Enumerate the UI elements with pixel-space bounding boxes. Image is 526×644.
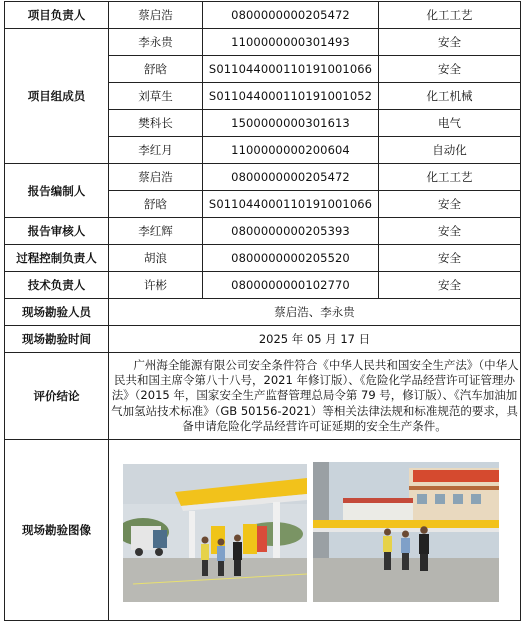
site-time-label: 现场勘验时间 xyxy=(5,326,109,353)
report-writers-label: 报告编制人 xyxy=(5,164,109,218)
person-name: 李红月 xyxy=(109,137,203,164)
row-report-reviewer xyxy=(5,218,521,245)
gas-station-canopy-photo xyxy=(123,464,307,602)
site-photo-building xyxy=(313,462,499,602)
station-building-photo xyxy=(313,462,499,602)
person-name: 舒晗 xyxy=(109,56,203,83)
cert-number: S011044000110191001066 xyxy=(203,56,379,83)
site-photo-canopy xyxy=(123,464,307,602)
site-inspectors-value: 蔡启浩、李永贵 xyxy=(109,299,521,326)
cert-number: 1100000000301493 xyxy=(203,29,379,56)
cert-number: 0800000000205520 xyxy=(203,245,379,272)
cert-number: 0800000000205393 xyxy=(203,218,379,245)
row-technical-lead xyxy=(5,272,521,299)
cert-number: S011044000110191001052 xyxy=(203,83,379,110)
cert-number: 1100000000200604 xyxy=(203,137,379,164)
major: 化工工艺 xyxy=(379,2,521,29)
cert-number: S011044000110191001066 xyxy=(203,191,379,218)
report-reviewer-label: 报告审核人 xyxy=(5,218,109,245)
personnel-table xyxy=(4,1,521,621)
site-images-label: 现场勘验图像 xyxy=(5,440,109,621)
row-process-control xyxy=(5,245,521,272)
row-project-leader xyxy=(5,2,521,29)
members-label: 项目组成员 xyxy=(5,29,109,164)
row-member xyxy=(5,29,521,56)
person-name: 李永贵 xyxy=(109,29,203,56)
cert-number: 0800000000205472 xyxy=(203,164,379,191)
cert-number: 0800000000205472 xyxy=(203,2,379,29)
site-inspectors-label: 现场勘验人员 xyxy=(5,299,109,326)
major: 化工工艺 xyxy=(379,164,521,191)
project-leader-label: 项目负责人 xyxy=(5,2,109,29)
technical-lead-label: 技术负责人 xyxy=(5,272,109,299)
site-images-cell xyxy=(109,440,521,621)
conclusion-cell xyxy=(109,353,521,440)
person-name: 蔡启浩 xyxy=(109,164,203,191)
person-name: 胡浪 xyxy=(109,245,203,272)
site-time-value: 2025 年 05 月 17 日 xyxy=(109,326,521,353)
cert-number: 0800000000102770 xyxy=(203,272,379,299)
row-site-time xyxy=(5,326,521,353)
major: 安全 xyxy=(379,56,521,83)
row-site-images xyxy=(5,440,521,621)
major: 化工机械 xyxy=(379,83,521,110)
person-name: 樊科长 xyxy=(109,110,203,137)
major: 安全 xyxy=(379,218,521,245)
person-name: 许彬 xyxy=(109,272,203,299)
person-name: 蔡启浩 xyxy=(109,2,203,29)
row-site-inspectors xyxy=(5,299,521,326)
person-name: 刘草生 xyxy=(109,83,203,110)
major: 安全 xyxy=(379,191,521,218)
person-name: 李红辉 xyxy=(109,218,203,245)
row-conclusion xyxy=(5,353,521,440)
major: 安全 xyxy=(379,272,521,299)
person-name: 舒晗 xyxy=(109,191,203,218)
major: 电气 xyxy=(379,110,521,137)
conclusion-label: 评价结论 xyxy=(5,353,109,440)
conclusion-text: 广州海全能源有限公司安全条件符合《中华人民共和国安全生产法》（中华人民共和国主席令第八十八号，2021 年修订版）、《危险化学品经营许可证管理办法》（2015 年，国家安全生产监督管理总局令第 79 号，修订版）、《汽车加油加气加氢站技术标准》（GB 50156-2021）等相关法律法规和标准规范的要求，具备申请危险化学品经营许可证延期的安全生产条件。 xyxy=(111,357,519,433)
major: 自动化 xyxy=(379,137,521,164)
process-control-label: 过程控制负责人 xyxy=(5,245,109,272)
row-report-writer xyxy=(5,164,521,191)
major: 安全 xyxy=(379,245,521,272)
major: 安全 xyxy=(379,29,521,56)
cert-number: 1500000000301613 xyxy=(203,110,379,137)
